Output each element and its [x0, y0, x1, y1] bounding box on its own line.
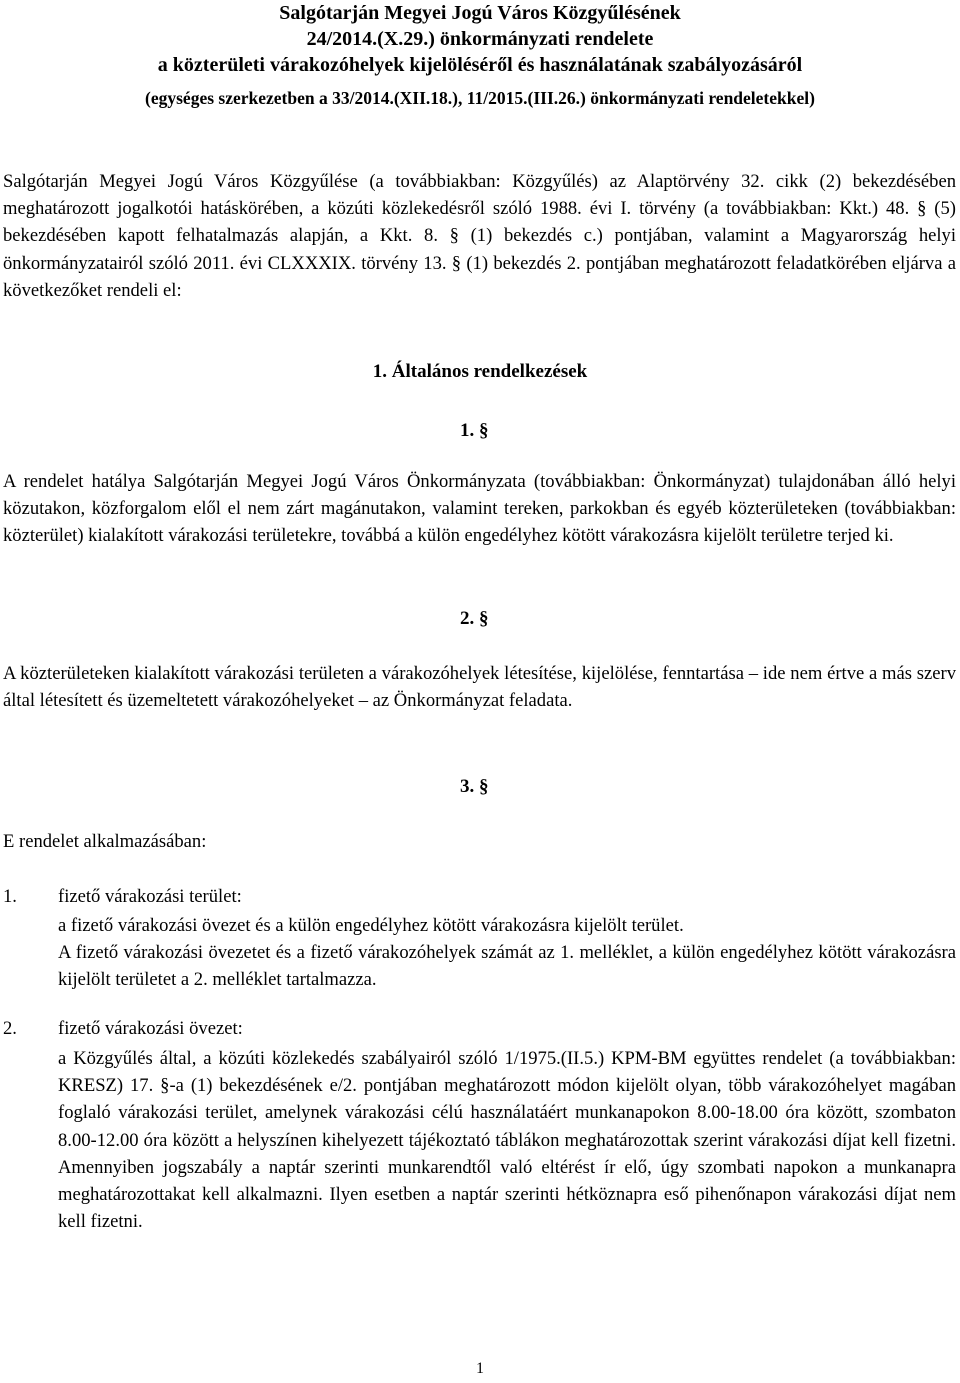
definition-1-line-1: a fizető várakozási övezet és a külön engedélyhez kötött várakozásra kijelölt terület. [58, 915, 684, 936]
page-number: 1 [476, 1360, 484, 1377]
definition-1-body [58, 912, 956, 994]
document-title-line-1: Salgótarján Megyei Jogú Város Közgyűlésének [279, 2, 681, 24]
section-3-intro: E rendelet alkalmazásában: [3, 831, 207, 852]
definition-1-number: 1. [3, 886, 17, 907]
document-title-line-2: 24/2014.(X.29.) önkormányzati rendelete [306, 28, 654, 50]
definition-2-line-1: a Közgyűlés által, a közúti közlekedés szabályairól szóló 1/1975.(II.5.) KPM-BM együttes rendelet (a továbbiakban: KRESZ) 17. §-a (1) bekezdésének e/2. pontjában meghatározott módon kijelölt olyan, több várakozóhelyet magában foglaló várakozási terület, amelynek várakozási célú használatáért munkanapokon 8.00-18.00 óra között, szombaton 8.00-12.00 óra között a helyszínen kihelyezett tájékoztató táblákon meghatározottak szerint várakozási díjat kell fizetni. Amennyiben jogszabály a naptár szerinti munkarendtől való eltérést ír elő, úgy szombati napokon a munkanapra meghatározottakat kell alkalmazni. Ilyen esetben a naptár szerinti hétköznapra eső pihenőnapon várakozási díjat nem kell fizetni. [58, 1048, 956, 1233]
section-1-heading: 1. § [460, 420, 489, 441]
definition-1-line-2: A fizető várakozási övezetet és a fizető várakozóhelyek számát az 1. melléklet, a külön engedélyhez kötött várakozásra kijelölt területet a 2. melléklet tartalmazza. [58, 942, 956, 991]
definition-1-term: fizető várakozási terület: [58, 886, 242, 907]
preamble-paragraph: Salgótarján Megyei Jogú Város Közgyűlése (a továbbiakban: Közgyűlés) az Alaptörvény 32. cikk (2) bekezdésében meghatározott jogalkotói hatáskörében, a közúti közlekedésről szóló 1988. évi I. törvény (a továbbiakban: Kkt.) 48. § (5) bekezdésében kapott felhatalmazás alapján, a Kkt. 8. § (1) bekezdés c.) pontjában, valamint a Magyarország helyi önkormányzatairól szóló 2011. évi CLXXXIX. törvény 13. § (1) bekezdés 2. pontjában meghatározott feladatkörében eljárva a következőket rendeli el: [3, 171, 956, 301]
definition-2-number: 2. [3, 1018, 17, 1039]
definition-2-term: fizető várakozási övezet: [58, 1018, 243, 1039]
section-3-heading: 3. § [460, 776, 489, 797]
section-1-text: A rendelet hatálya Salgótarján Megyei Jogú Város Önkormányzata (továbbiakban: Önkormányzat) tulajdonában álló helyi közutakon, közforgalom elől el nem zárt magánutakon, valamint tereken, parkokban és egyéb közterületeken (továbbiakban: közterület) kialakított várakozási területekre, továbbá a külön engedélyhez kötött várakozásra kijelölt területre terjed ki. [3, 471, 956, 547]
definition-2-body [58, 1045, 956, 1235]
chapter-heading: 1. Általános rendelkezések [372, 361, 588, 382]
document-subtitle: (egységes szerkezetben a 33/2014.(XII.18.), 11/2015.(III.26.) önkormányzati rendeletekkel) [145, 88, 815, 108]
section-2-text: A közterületeken kialakított várakozási területen a várakozóhelyek létesítése, kijelölése, fenntartása – ide nem értve a más szerv által létesített és üzemeltetett várakozóhelyeket – az Önkormányzat feladata. [3, 663, 956, 712]
section-2-heading: 2. § [460, 608, 489, 629]
document-title-line-3: a közterületi várakozóhelyek kijelöléséről és használatának szabályozásáról [157, 54, 803, 76]
